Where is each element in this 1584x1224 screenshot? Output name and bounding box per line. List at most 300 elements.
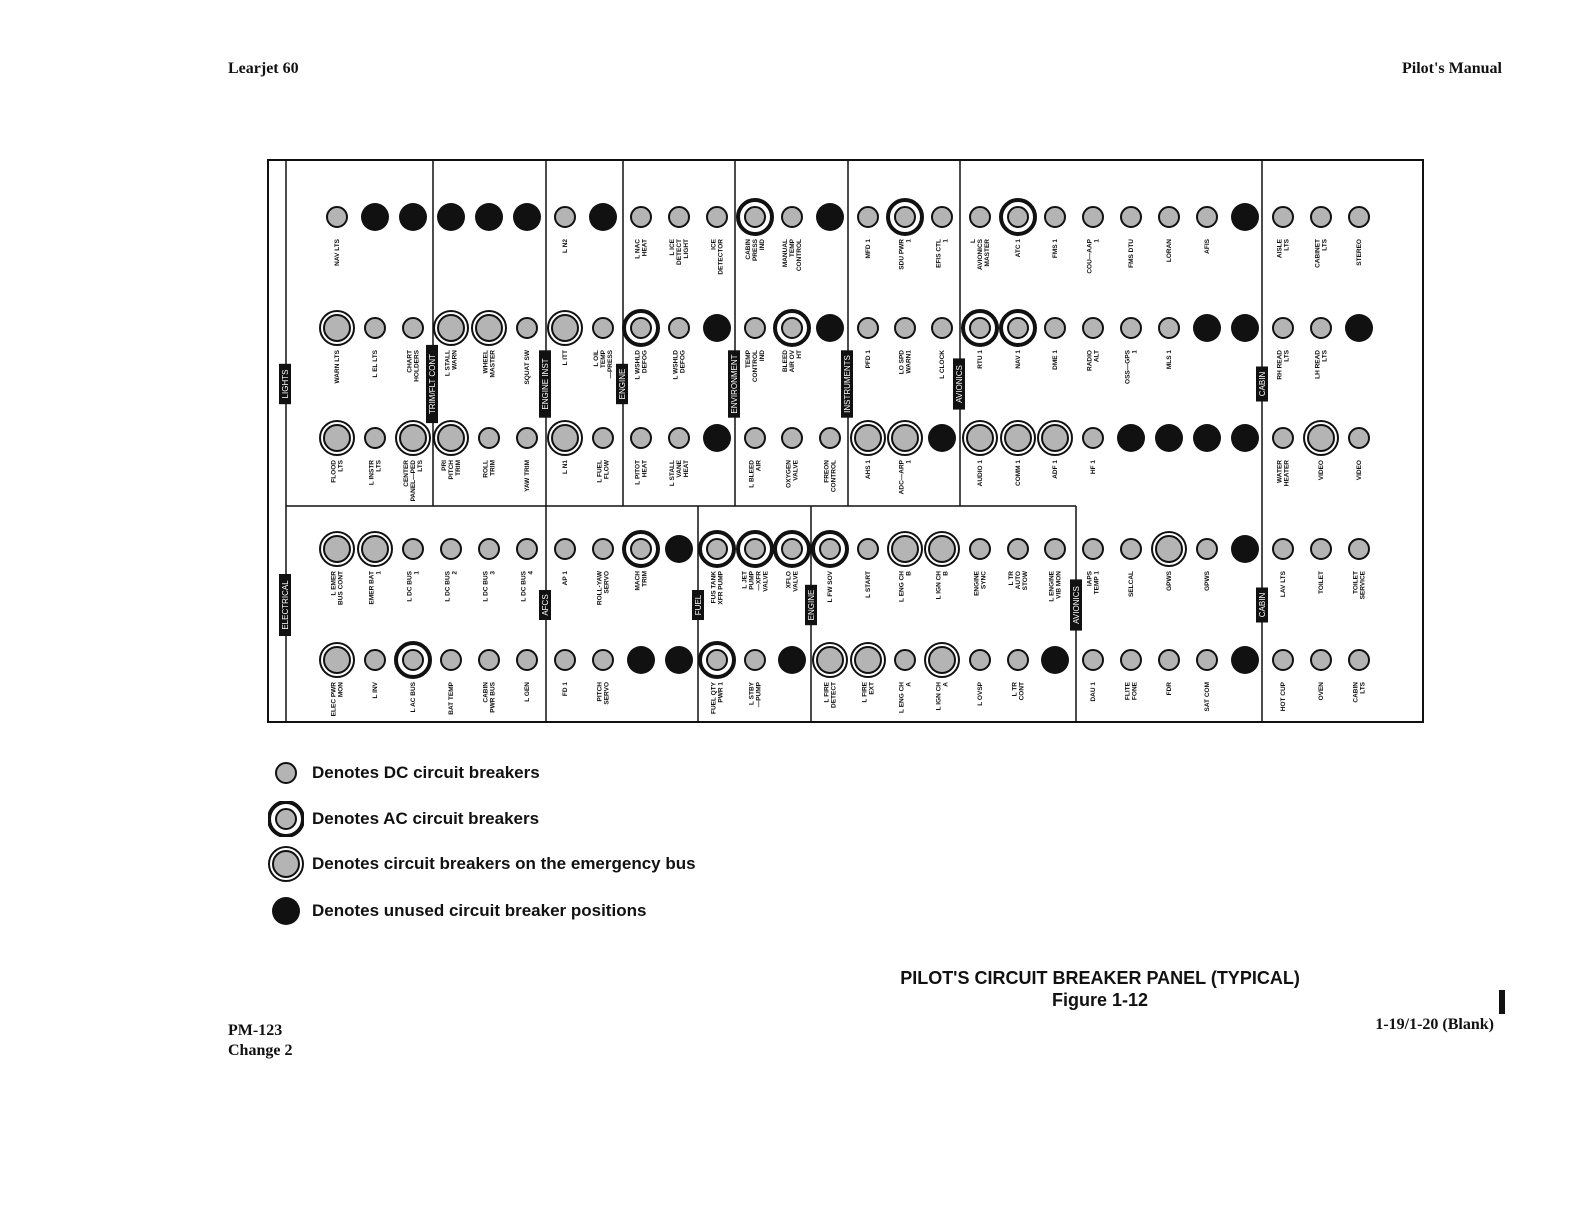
breaker-label [745,349,766,382]
breaker[interactable] [593,650,613,705]
breaker-label [1166,239,1173,262]
dc-breaker-icon [365,650,385,670]
breaker[interactable] [1045,539,1065,602]
breaker[interactable] [1117,424,1145,452]
section-tag-label: ENGINE INST [541,358,550,410]
breaker[interactable] [963,421,997,486]
breaker[interactable] [970,650,990,706]
svg-text:L FIRE: L FIRE [861,682,869,703]
breaker[interactable] [925,643,959,710]
dc-breaker-icon [745,318,765,338]
breaker[interactable] [555,207,575,253]
svg-text:OXYGEN: OXYGEN [785,460,793,488]
breaker[interactable] [700,532,734,605]
svg-text:LTS: LTS [1359,682,1367,694]
breaker-label [524,349,531,384]
dc-breaker-icon [1197,539,1217,559]
svg-text:TEMP: TEMP [600,350,607,369]
svg-text:3: 3 [489,571,497,575]
breaker[interactable] [437,203,465,231]
breaker[interactable] [555,650,575,696]
svg-text:EFIS CTL: EFIS CTL [935,239,943,268]
breaker[interactable] [513,203,541,231]
breaker[interactable] [396,643,430,712]
dc-breaker-icon [1008,539,1028,559]
breaker[interactable] [1008,539,1029,590]
svg-text:—PRESS: —PRESS [607,350,614,379]
ac-breaker-icon [782,318,802,338]
breaker[interactable] [631,428,651,485]
breaker[interactable] [517,428,537,492]
breaker[interactable] [593,318,614,379]
breaker[interactable] [1273,318,1293,380]
breaker-label [782,349,803,372]
breaker[interactable] [1008,650,1028,700]
breaker-label [1356,239,1363,266]
ac-breaker-icon [403,650,423,670]
breaker[interactable] [1349,539,1369,599]
breaker-label [824,681,838,708]
breaker[interactable] [813,643,847,708]
breaker[interactable] [320,421,354,483]
unused-position-icon [928,424,956,452]
svg-text:L OIL: L OIL [593,350,600,367]
breaker[interactable] [365,318,385,377]
breaker[interactable] [365,650,385,699]
svg-text:L GEN: L GEN [524,682,531,702]
breaker[interactable] [858,318,878,368]
svg-text:BLEED: BLEED [782,350,789,373]
breaker-label [936,239,950,268]
svg-text:DAU 1: DAU 1 [1090,682,1097,702]
breaker-label [369,459,383,485]
breaker[interactable] [1311,650,1331,700]
svg-text:GPWS: GPWS [1166,571,1173,591]
breaker-label [597,570,611,605]
breaker[interactable] [365,428,385,485]
breaker[interactable] [1121,650,1141,700]
svg-text:CENTER: CENTER [403,460,410,487]
breaker[interactable] [1231,535,1259,563]
dc-breaker-icon [593,539,613,559]
svg-text:L START: L START [865,571,872,598]
svg-text:AUDIO 1: AUDIO 1 [977,460,984,487]
breaker-label [403,459,424,501]
breaker[interactable] [1231,646,1259,674]
breaker[interactable] [624,532,658,591]
svg-text:CABIN: CABIN [1352,682,1360,703]
svg-text:FD 1: FD 1 [562,682,569,697]
breaker[interactable] [1311,539,1331,594]
breaker-label [1052,239,1059,259]
breaker[interactable] [475,203,503,231]
dc-breaker-icon [1083,207,1103,227]
breaker[interactable] [479,539,499,602]
breaker[interactable] [479,428,499,478]
breaker[interactable] [358,532,392,604]
breaker[interactable] [399,203,427,231]
breaker[interactable] [1083,650,1103,702]
breaker[interactable] [1273,428,1293,486]
svg-text:HEAT: HEAT [683,460,690,478]
emergency-breaker-icon [552,315,578,341]
svg-text:L JET: L JET [741,571,749,589]
svg-text:MACH: MACH [634,571,642,591]
dc-breaker-icon [1121,318,1141,338]
svg-text:L AC BUS: L AC BUS [410,682,417,713]
svg-text:A: A [905,682,913,687]
breaker[interactable] [745,650,765,707]
breaker[interactable] [1083,207,1103,274]
unused-position-icon [268,893,304,929]
svg-text:2: 2 [451,571,459,575]
breaker[interactable] [1001,311,1035,369]
legend-dc [268,755,540,791]
breaker-label [331,459,345,482]
svg-text:L DC BUS: L DC BUS [482,571,490,602]
breaker[interactable] [320,643,354,716]
breaker-label [1277,238,1291,258]
breaker[interactable] [665,646,693,674]
svg-text:1: 1 [942,239,950,243]
breaker[interactable] [1197,207,1217,254]
breaker[interactable] [932,318,952,379]
svg-text:VIDEO: VIDEO [1318,460,1325,481]
svg-text:BUS CONT: BUS CONT [337,571,345,605]
breaker[interactable] [782,428,802,488]
breaker-label [782,238,803,271]
breaker[interactable] [782,207,803,271]
svg-text:LTS: LTS [1321,350,1329,362]
svg-text:ROLL: ROLL [482,460,490,478]
breaker[interactable] [738,532,772,592]
breaker[interactable] [1231,203,1259,231]
breaker[interactable] [669,318,689,380]
breaker[interactable] [441,650,461,715]
breaker-label [562,239,569,253]
svg-text:SERVO: SERVO [603,571,611,594]
breaker[interactable] [738,200,772,261]
breaker[interactable] [1045,207,1065,258]
dc-breaker-icon [1083,650,1103,670]
breaker[interactable] [1304,421,1338,480]
emergency-breaker-icon [855,425,881,451]
dc-breaker-icon [1008,650,1028,670]
breaker[interactable] [895,650,915,713]
dc-breaker-icon [479,539,499,559]
breaker[interactable] [963,311,997,369]
breaker-label [865,239,872,259]
breaker[interactable] [858,539,878,598]
svg-text:ATC 1: ATC 1 [1015,239,1022,258]
unused-position-icon [1231,646,1259,674]
breaker[interactable] [631,207,651,259]
breaker[interactable] [888,421,922,494]
section-tag [805,585,817,625]
svg-text:LORAN: LORAN [1166,239,1173,263]
unused-position-icon [1155,424,1183,452]
breaker-label [1353,570,1367,599]
breaker-label [524,682,531,702]
svg-text:CONTROL: CONTROL [830,460,838,493]
emergency-breaker-icon [400,425,426,451]
emergency-breaker-icon [324,425,350,451]
dc-breaker-icon [1273,318,1293,338]
breaker[interactable] [745,428,765,488]
breaker[interactable] [778,646,806,674]
breaker[interactable] [548,421,582,474]
breaker[interactable] [1345,314,1373,342]
breaker-label [1049,570,1063,601]
svg-text:ELEC PWR: ELEC PWR [330,682,338,717]
breaker[interactable] [1159,318,1179,369]
breaker[interactable] [589,203,617,231]
breaker[interactable] [472,311,506,377]
svg-text:DETECTOR: DETECTOR [717,239,725,275]
svg-text:—XFR: —XFR [755,571,763,591]
breaker-label [1315,238,1329,268]
breaker[interactable] [820,428,840,492]
breaker-label [1204,570,1211,591]
breaker-label [635,350,649,380]
breaker[interactable] [1001,421,1035,486]
breaker[interactable] [320,532,354,605]
breaker[interactable] [1041,646,1069,674]
breaker[interactable] [888,200,922,270]
svg-text:B: B [905,571,913,576]
breaker[interactable] [1273,650,1293,711]
section-tag-label: FUEL [694,594,703,616]
breaker-label [899,459,913,494]
breaker[interactable] [1231,314,1259,342]
breaker[interactable] [669,207,690,265]
emergency-breaker-icon [892,425,918,451]
breaker[interactable] [1197,539,1217,591]
breaker-label [786,570,800,591]
section-tag-label: INSTRUMENTS [843,355,852,413]
breaker[interactable] [548,311,582,365]
breaker[interactable] [1083,539,1103,594]
breaker-label [1125,681,1139,700]
breaker-label [1204,682,1211,712]
breaker[interactable] [858,207,878,259]
dc-breaker-icon [327,207,347,227]
breaker[interactable] [1001,200,1035,257]
breaker[interactable] [1193,424,1221,452]
svg-text:AIR: AIR [755,460,763,472]
breaker[interactable] [851,643,885,702]
svg-text:FLOOD: FLOOD [330,460,338,483]
breaker[interactable] [700,643,734,714]
section-tag [1256,367,1268,402]
breaker[interactable] [593,539,613,605]
svg-text:WARN LTS: WARN LTS [334,350,341,384]
breaker[interactable] [517,650,537,702]
breaker[interactable] [1311,207,1331,268]
breaker[interactable] [925,532,959,599]
unused-position-icon [1231,203,1259,231]
svg-text:ROLL-YAW: ROLL-YAW [596,571,604,606]
breaker[interactable] [441,539,461,602]
breaker[interactable] [1155,424,1183,452]
breaker[interactable] [775,532,809,592]
breaker[interactable] [1121,207,1141,268]
breaker[interactable] [970,207,991,270]
breaker[interactable] [627,646,655,674]
svg-text:MASTER: MASTER [984,239,991,267]
legend-unused-text: Denotes unused circuit breaker positions [312,901,647,920]
section-tag [426,345,438,423]
dc-breaker-icon [1045,318,1065,338]
svg-text:L PITOT: L PITOT [634,460,642,485]
dc-breaker-icon [403,318,423,338]
breaker[interactable] [888,532,922,602]
section-tag [279,574,291,636]
dc-breaker-icon [365,318,385,338]
breaker[interactable] [775,311,809,372]
breaker-label [669,238,690,265]
breaker-label [1012,682,1026,701]
breaker[interactable] [851,421,885,479]
breaker[interactable] [396,421,430,501]
breaker-label [1090,682,1097,702]
svg-text:TRIM: TRIM [641,571,649,587]
breaker-label [1008,570,1029,590]
svg-text:LTS: LTS [337,460,345,472]
dc-breaker-icon [1045,207,1065,227]
breaker[interactable] [555,539,575,585]
change-bar [1499,990,1505,1014]
breaker[interactable] [1273,207,1293,258]
emergency-breaker-icon [552,425,578,451]
breaker[interactable] [593,428,613,483]
breaker[interactable] [703,424,731,452]
dc-breaker-icon [932,318,952,338]
breaker[interactable] [1349,207,1369,266]
breaker[interactable] [707,207,727,275]
breaker[interactable] [745,318,766,382]
breaker[interactable] [1159,207,1179,262]
breaker-label [445,570,459,601]
breaker-label [827,570,834,602]
breaker[interactable] [669,428,690,486]
breaker[interactable] [1045,318,1065,370]
figure-number: Figure 1-12 [1051,990,1149,1010]
dc-breaker-icon [517,539,537,559]
breaker[interactable] [1121,539,1141,597]
svg-text:CABIN: CABIN [482,682,490,703]
breaker[interactable] [403,318,423,382]
svg-text:—PUMP: —PUMP [755,682,763,708]
breaker[interactable] [816,203,844,231]
breaker[interactable] [665,535,693,563]
svg-text:L STALL: L STALL [444,350,452,377]
breaker[interactable] [1152,532,1186,591]
breaker-label [331,682,345,717]
svg-text:L ITT: L ITT [562,350,569,366]
dc-breaker-icon [631,428,651,448]
svg-text:SAT COM: SAT COM [1204,682,1211,712]
breaker[interactable] [624,311,658,380]
breaker[interactable] [1159,650,1179,695]
breaker-label [1166,682,1173,696]
svg-text:MANUAL: MANUAL [782,239,789,268]
svg-text:DETECT: DETECT [830,682,838,708]
breaker-label [669,459,690,486]
breaker-label [635,460,649,485]
dc-breaker-icon [1273,539,1293,559]
breaker[interactable] [928,424,956,452]
breaker[interactable] [320,311,354,383]
ac-breaker-icon [745,539,765,559]
breaker[interactable] [1083,428,1103,474]
svg-text:XFLO: XFLO [785,571,793,589]
svg-text:ADF 1: ADF 1 [1052,460,1059,479]
svg-text:VIDEO: VIDEO [1356,460,1363,481]
breaker[interactable] [517,539,537,602]
svg-text:OVEN: OVEN [1318,682,1325,701]
breaker-label [562,460,569,474]
breaker[interactable] [1193,314,1221,342]
breaker[interactable] [1273,539,1293,597]
dc-breaker-icon [631,207,651,227]
breaker[interactable] [1231,424,1259,452]
breaker[interactable] [932,207,952,268]
breaker[interactable] [434,311,468,376]
svg-text:LAV LTS: LAV LTS [1280,571,1287,598]
svg-text:TRIM: TRIM [455,460,462,476]
breaker-label [407,349,421,381]
breaker[interactable] [1038,421,1072,479]
breaker[interactable] [517,318,537,385]
svg-text:CABINET: CABINET [1314,239,1322,268]
breaker[interactable] [1311,318,1331,379]
dc-breaker-icon [1159,650,1179,670]
breaker[interactable] [403,539,423,602]
breaker[interactable] [1349,428,1369,480]
breaker[interactable] [1197,650,1217,712]
ac-breaker-icon [782,539,802,559]
svg-text:HEATER: HEATER [1283,460,1291,487]
dc-breaker-icon [1349,207,1369,227]
svg-text:HT: HT [796,350,803,359]
svg-text:GPWS: GPWS [1204,571,1211,591]
breaker[interactable] [1121,318,1141,384]
breaker-label [1318,682,1325,701]
breaker[interactable] [1083,318,1103,371]
breaker[interactable] [813,532,847,602]
breaker[interactable] [479,650,499,713]
breaker-label [524,460,531,492]
breaker[interactable] [816,314,844,342]
svg-text:TEMP 1: TEMP 1 [1093,571,1101,595]
breaker[interactable] [434,421,468,480]
svg-text:L STBY: L STBY [748,682,756,705]
section-tag-label: AVIONICS [955,365,964,403]
breaker[interactable] [361,203,389,231]
svg-text:1: 1 [413,571,421,575]
breaker[interactable] [1349,650,1369,703]
svg-text:L FW SOV: L FW SOV [827,571,834,603]
svg-text:FMS 1: FMS 1 [1052,239,1059,259]
svg-text:NAV LTS: NAV LTS [334,239,341,266]
breaker[interactable] [970,539,990,596]
breaker[interactable] [327,207,347,266]
breaker[interactable] [895,318,915,374]
emergency-breaker-icon [324,315,350,341]
unused-position-icon [816,314,844,342]
breaker[interactable] [703,314,731,342]
